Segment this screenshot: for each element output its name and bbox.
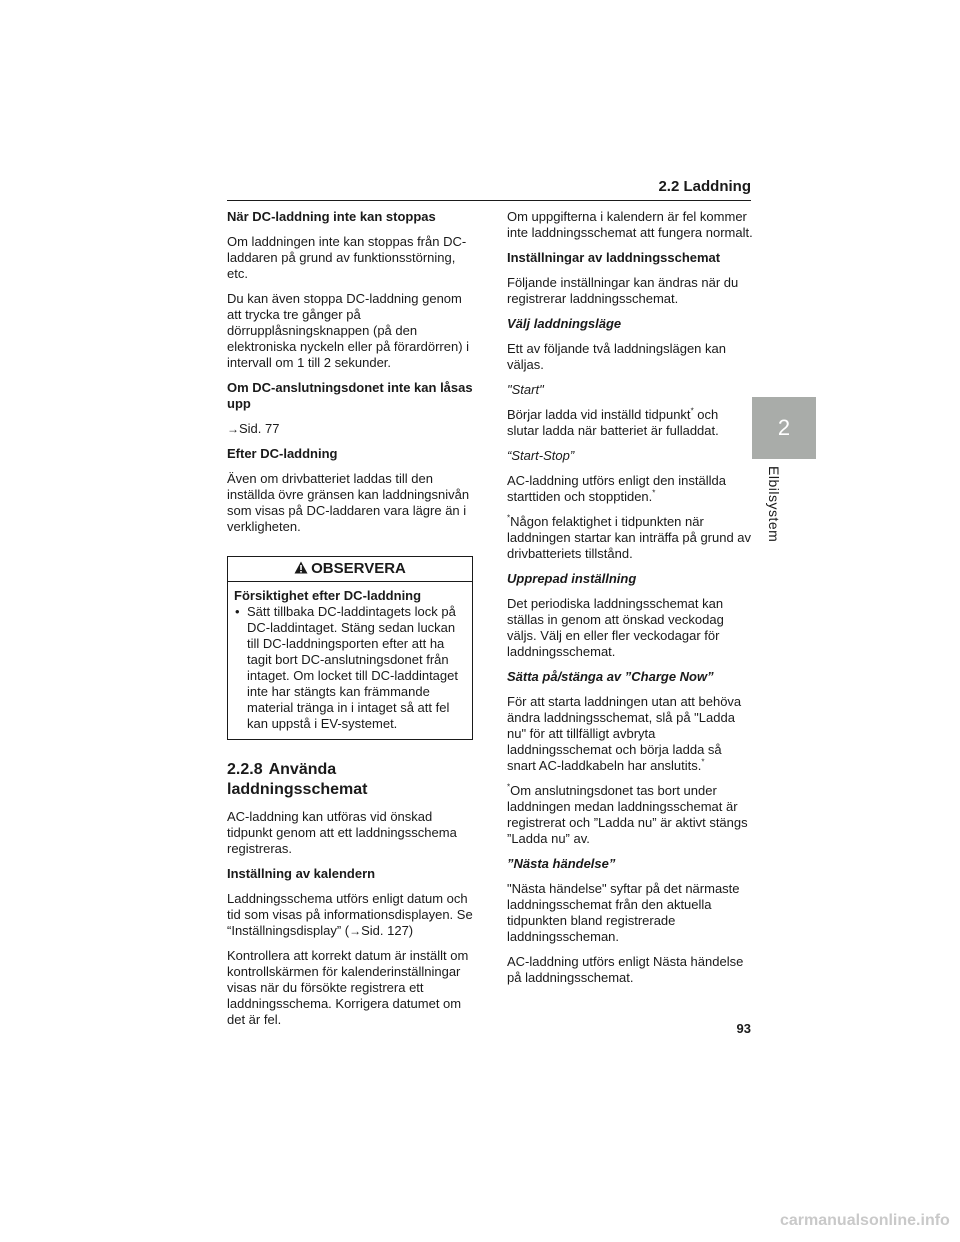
footnote: [507, 514, 753, 562]
paragraph-text: och slutar ladda när batteriet är fulladdat.: [507, 407, 719, 438]
paragraph: "Nästa händelse" syftar på det närmaste laddningsschemat från den aktuella tidpunkten bland registrerade laddningsscheman.: [507, 881, 740, 944]
header-section-number: 2.2: [658, 178, 680, 195]
heading-charge-mode: Välj laddningsläge: [507, 316, 622, 331]
heading-dc-stop: När DC-laddning inte kan stoppas: [227, 209, 436, 224]
paragraph-text: För att starta laddningen utan att behöva ändra laddningsschemat, slå på "Ladda nu" för att tillfälligt avbryta laddningsschemat och börja ladda så snart AC-laddkabeln har anslutits.: [507, 694, 742, 773]
footnote-mark: *: [507, 513, 511, 523]
paragraph: Om uppgifterna i kalendern är fel kommer inte laddningsschemat att fungera normalt.: [507, 209, 753, 240]
paragraph: Ett av följande två laddningslägen kan väljas.: [507, 341, 726, 372]
chapter-tab: [752, 397, 816, 459]
paragraph: Du kan även stoppa DC-laddning genom att trycka tre gånger på dörrupplåsningsknappen (på den elektroniska nyckeln eller på förardörren) i intervall om 1 till 2 sekunder.: [227, 291, 470, 370]
page-number: 93: [736, 1021, 751, 1036]
paragraph-text: Börjar ladda vid inställd tidpunkt: [507, 407, 691, 422]
paragraph: [507, 694, 753, 774]
paragraph: Om laddningen inte kan stoppas från DC-laddaren på grund av funktionsstörning, etc.: [227, 234, 467, 281]
chapter-label: Elbilsystem: [766, 466, 782, 543]
heading-dc-unlock: Om DC-anslutningsdonet inte kan låsas upp: [227, 380, 473, 411]
page-reference-text: Sid. 77: [239, 421, 280, 436]
paragraph: Även om drivbatteriet laddas till den inställda övre gränsen kan laddningsnivån som visas på DC-laddaren vara lägre än i verkligheten.: [227, 471, 470, 534]
footnote-mark: *: [652, 488, 656, 498]
notice-box: [227, 556, 473, 740]
header-section-title: Laddning: [683, 178, 751, 195]
paragraph: [507, 407, 753, 439]
page-reference[interactable]: [227, 421, 473, 437]
footnote-mark: *: [507, 782, 511, 792]
section-title: Använda laddningsschemat: [227, 761, 368, 798]
paragraph-text: AC-laddning utförs enligt den inställda starttiden och stopptiden.: [507, 473, 726, 504]
notice-header: [228, 557, 472, 582]
mode-start-stop: “Start-Stop”: [507, 448, 575, 463]
paragraph: Det periodiska laddningsschemat kan ställas in genom att önskad veckodag väljs. Välj en eller fler veckodagar för laddningsschemat.: [507, 596, 724, 659]
page-reference-text[interactable]: Sid. 127): [361, 923, 414, 938]
heading-schedule-settings: Inställningar av laddningsschemat: [507, 250, 721, 265]
notice-heading: Försiktighet efter DC-laddning: [234, 588, 422, 603]
chapter-number: 2: [777, 415, 791, 440]
arrow-right-icon: →: [349, 924, 362, 938]
arrow-right-icon: →: [227, 422, 239, 436]
watermark: carmanualsonline.info: [780, 1212, 950, 1229]
section-heading: [227, 760, 473, 800]
paragraph: AC-laddning utförs enligt Nästa händelse på laddningsschemat.: [507, 954, 744, 985]
paragraph: AC-laddning kan utföras vid önskad tidpunkt genom att ett laddningsschema registreras.: [227, 809, 457, 856]
paragraph-text: Laddningsschema utförs enligt datum och tid som visas på informationsdisplayen. Se “Inställningsdisplay” (: [227, 891, 473, 938]
footnote-mark: *: [701, 757, 705, 767]
paragraph: [227, 891, 473, 939]
warning-icon: [294, 561, 308, 574]
heading-repeat: Upprepad inställning: [507, 571, 637, 586]
left-column: [227, 209, 473, 1037]
heading-next-event: ”Nästa händelse”: [507, 856, 616, 871]
notice-title: OBSERVERA: [311, 560, 406, 577]
footnote: [507, 783, 753, 847]
footnote-text: Någon felaktighet i tidpunkten när laddningen startar kan inträffa på grund av drivbatteriets tillstånd.: [507, 514, 752, 561]
notice-bullet-text: Sätt tillbaka DC-laddintagets lock på DC-laddintaget. Stäng sedan luckan till DC-laddningsporten efter att ha tagit bort DC-anslutningsdonet från intaget. Om locket till DC-laddintaget inte har stängts kan främmande material tränga in i intaget så att fel kan uppstå i EV-systemet.: [247, 604, 458, 731]
footnote-text: Om anslutningsdonet tas bort under laddningen medan laddningsschemat är registrerat och ”Ladda nu” är aktivt stängs ”Ladda nu” av.: [507, 783, 748, 846]
paragraph: Kontrollera att korrekt datum är inställt om kontrollskärmen för kalenderinställningar visas när du försökte registrera ett laddningsschema. Korrigera datumet om det är fel.: [227, 948, 469, 1027]
heading-calendar: Inställning av kalendern: [227, 866, 376, 881]
paragraph: Följande inställningar kan ändras när du registrerar laddningsschemat.: [507, 275, 739, 306]
running-header: [227, 176, 751, 201]
heading-after-dc: Efter DC-laddning: [227, 446, 338, 461]
paragraph: [507, 473, 753, 505]
notice-bullet: [234, 604, 466, 732]
heading-charge-now: Sätta på/stänga av ”Charge Now”: [507, 669, 714, 684]
footnote-mark: *: [690, 406, 694, 416]
bullet-mark: •: [235, 604, 240, 619]
right-column: [507, 209, 753, 995]
section-number: 2.2.8: [227, 761, 263, 778]
mode-start: "Start": [507, 382, 544, 397]
